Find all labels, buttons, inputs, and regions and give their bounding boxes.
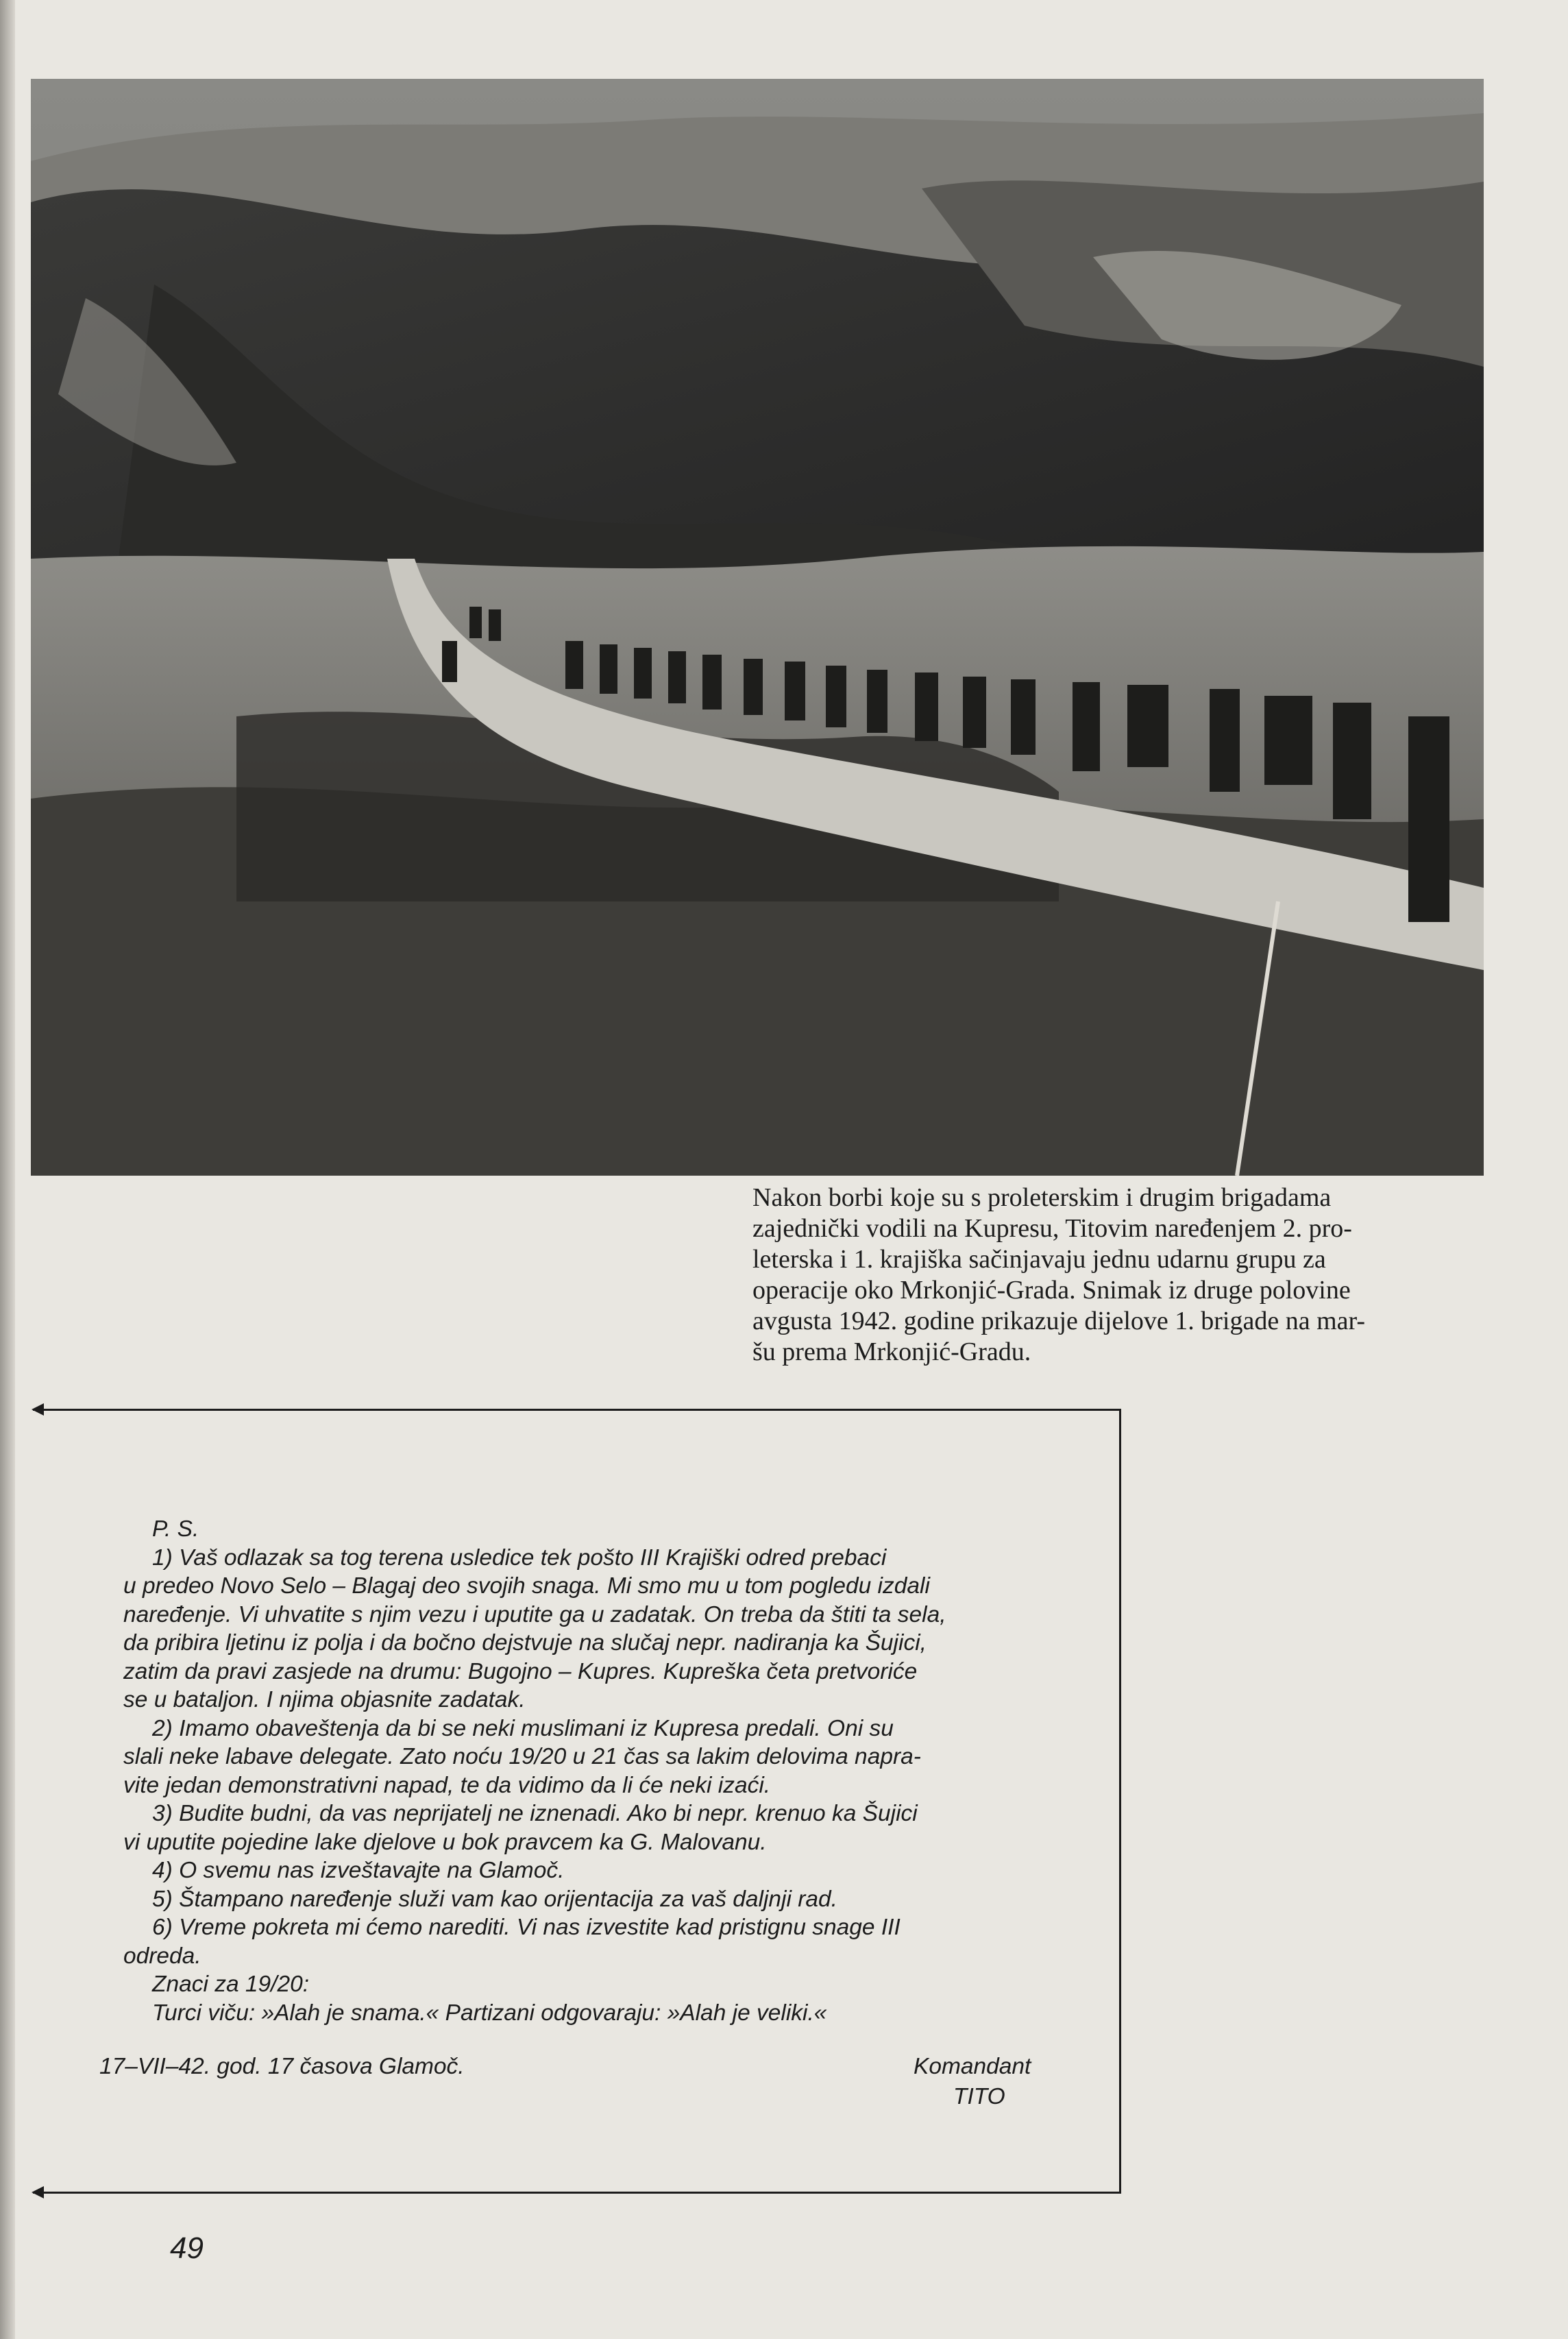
page-number: 49 (170, 2231, 204, 2265)
caption-line: avgusta 1942. godine prikazuje dijelove 1. brigade na mar- (752, 1307, 1366, 1335)
letter-line: vite jedan demonstrativni napad, te da vidimo da li će neki izaći. (123, 1772, 771, 1798)
caption-line: Nakon borbi koje su s proleterskim i drugim brigadama (752, 1183, 1332, 1212)
letter-line: vi uputite pojedine lake djelove u bok pravcem ka G. Malovanu. (123, 1829, 767, 1855)
letter-line: odreda. (123, 1943, 201, 1969)
letter-line: zatim da pravi zasjede na drumu: Bugojno – Kupres. Kupreška četa pretvoriće (123, 1658, 918, 1684)
caption-line: šu prema Mrkonjić-Gradu. (752, 1337, 1031, 1366)
historical-photo (31, 79, 1484, 1176)
letter-line: Turci viču: »Alah je snama.« Partizani odgovaraju: »Alah je veliki.« (152, 2000, 827, 2026)
caption-line: zajednički vodili na Kupresu, Titovim naređenjem 2. pro- (752, 1214, 1352, 1243)
letter-line: se u bataljon. I njima objasnite zadatak. (123, 1687, 526, 1712)
letter-line: 1) Vaš odlazak sa tog terena usledice tek pošto III Krajiški odred prebaci (152, 1544, 887, 1571)
letter-line: da pribira ljetinu iz polja i da bočno dejstvuje na slučaj nepr. nadiranja ka Šujici, (123, 1630, 927, 1656)
letter-line: u predeo Novo Selo – Blagaj deo svojih snaga. Mi smo mu u tom pogledu izdali (123, 1573, 930, 1599)
photo-caption (752, 1183, 1493, 1368)
signature-name: TITO (953, 2084, 1005, 2109)
caption-line: operacije oko Mrkonjić-Grada. Snimak iz druge polovine (752, 1276, 1351, 1305)
letter-line: 6) Vreme pokreta mi ćemo narediti. Vi nas izvestite kad pristignu snage III (152, 1915, 901, 1940)
letter-line: 4) O svemu nas izveštavajte na Glamoč. (152, 1858, 565, 1883)
letter-date-place: 17–VII–42. god. 17 časova Glamoč. (99, 2054, 465, 2079)
signature-title: Komandant (914, 2054, 1031, 2079)
letter-heading: P. S. (152, 1516, 199, 1542)
page-binding-edge (0, 0, 15, 2339)
letter-line: slali neke labave delegate. Zato noću 19/20 u 21 čas sa lakim delovima napra- (123, 1744, 921, 1769)
letter-line: naređenje. Vi uhvatite s njim vezu i uputite ga u zadatak. On treba da štiti ta sela, (123, 1601, 946, 1627)
letter-line: 2) Imamo obaveštenja da bi se neki muslimani iz Kupresa predali. Oni su (152, 1715, 894, 1741)
photo-illustration (31, 79, 1484, 1176)
letter-line: Znaci za 19/20: (152, 1972, 310, 1997)
caption-line: leterska i 1. krajiška sačinjavaju jednu udarnu grupu za (752, 1245, 1326, 1274)
letter-line: 3) Budite budni, da vas neprijatelj ne iznenadi. Ako bi nepr. krenuo ka Šujici (152, 1801, 918, 1826)
letter-text (123, 1515, 1057, 2027)
letter-line: 5) Štampano naređenje služi vam kao orijentacija za vaš daljnji rad. (152, 1886, 837, 1912)
